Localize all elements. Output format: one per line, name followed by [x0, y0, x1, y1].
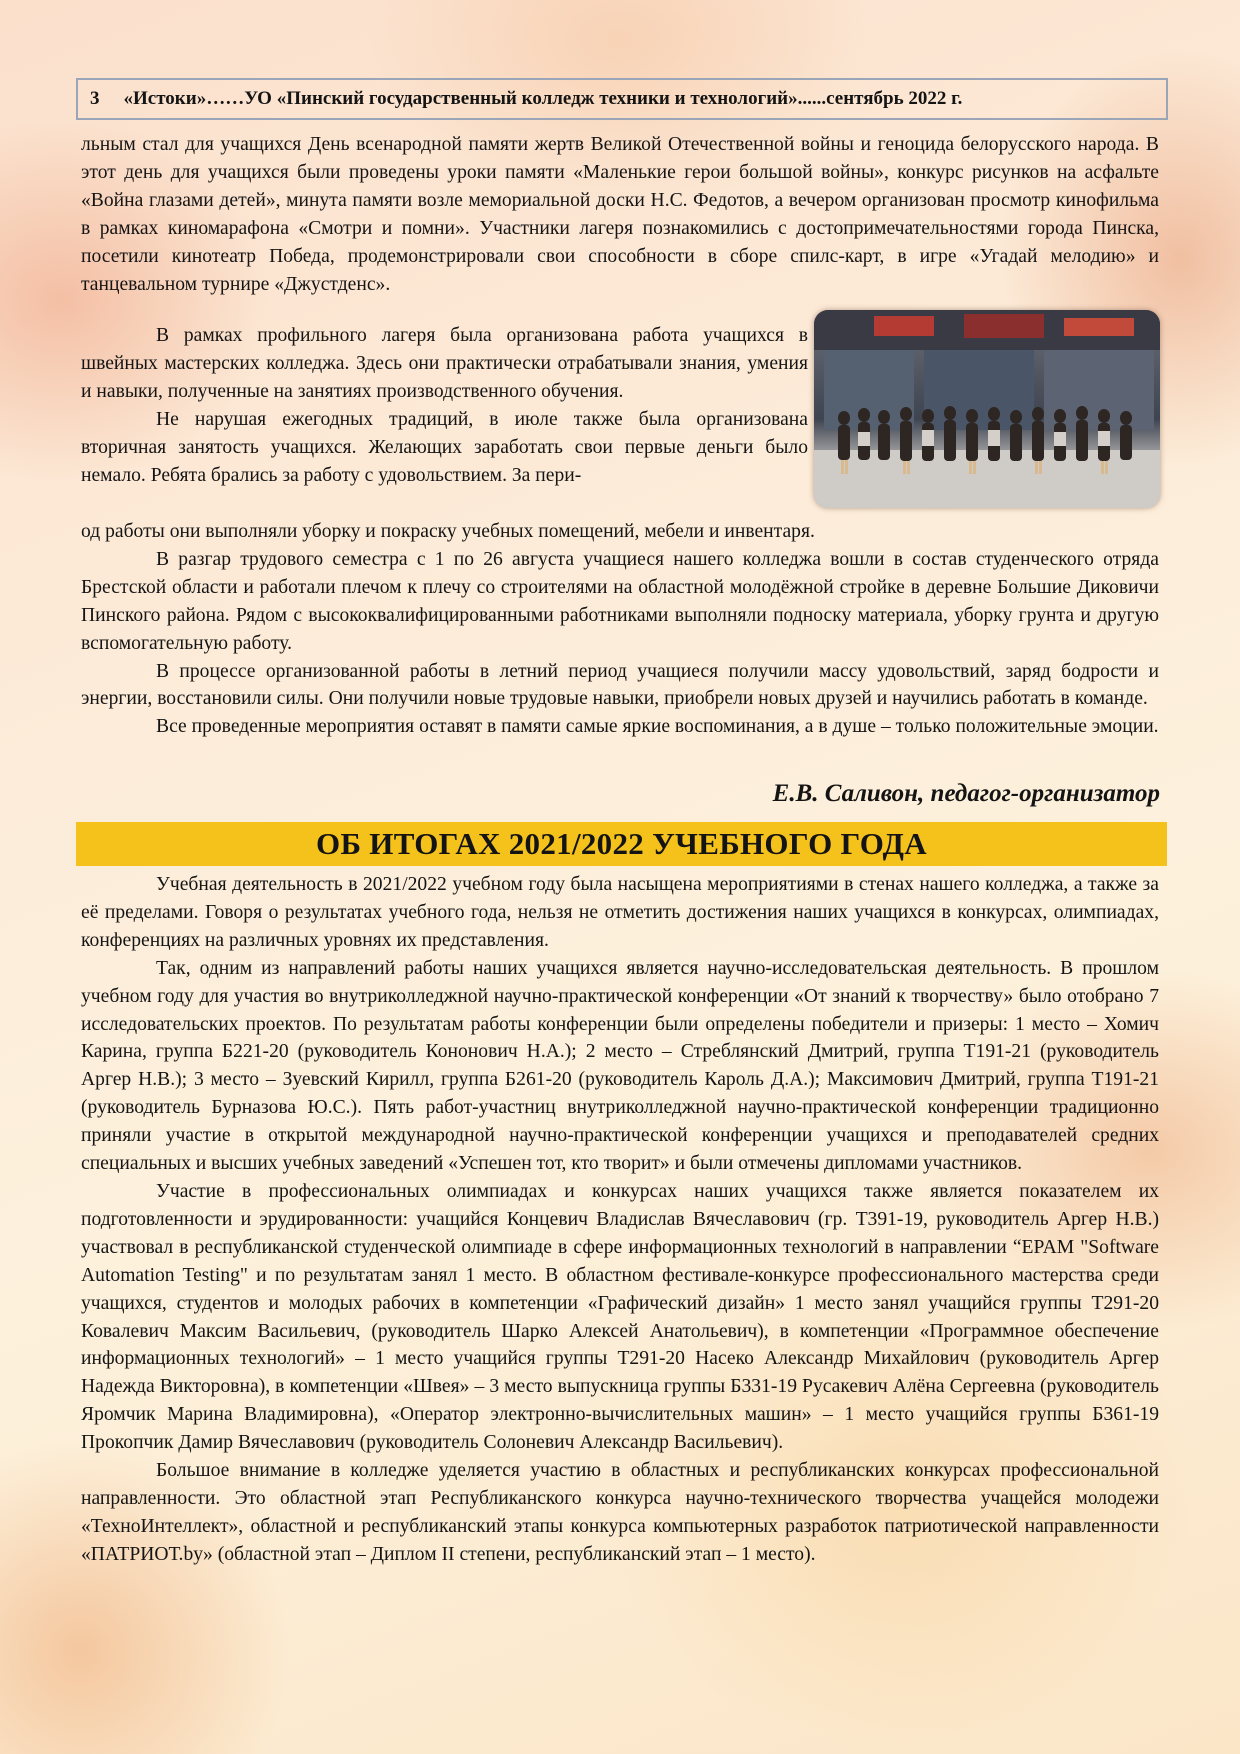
- paragraph: Так, одним из направлений работы наших учащихся является научно-исследовательская деятельность. В прошлом учебном году для участия во внутриколледжной научно-практической конференции «От знаний к творчеству» было отобрано 7 исследовательских проектов. По результатам работы конференции были определены победители и призеры: 1 место – Хомич Карина, группа Б221-20 (руководитель Кононович Н.А.); 2 место – Стреблянский Дмитрий, группа Т191-21 (руководитель Аргер Н.В.); 3 место – Зуевский Кирилл, группа Б261-20 (руководитель Кароль Д.А.); Максимович Дмитрий, группа Т191-21 (руководитель Бурназова Ю.С.). Пять работ-участниц внутриколледжной научно-практической конференции традиционно приняли участие в открытой международной научно-практической конференции учащихся и преподавателей средних специальных и высших учебных заведений «Успешен тот, кто творит» и были отмечены дипломами участников.: [81, 957, 1159, 1175]
- paragraph: В рамках профильного лагеря была организована работа учащихся в швейных мастерских колледжа. Здесь они практически отрабатывали знания, умения и навыки, полученные на занятиях производственного обучения.: [81, 325, 808, 402]
- article1-intro: [81, 131, 1159, 298]
- paragraph: Участие в профессиональных олимпиадах и конкурсах наших учащихся также является показателем их подготовленности и эрудированности: учащийся Концевич Владислав Вячеславович (гр. Т391-19, руководитель Аргер Н.В.) участвовал в республиканской студенческой олимпиаде в сфере информационных технологий в направлении “EPAM "Software Automation Testing" и по результатам занял 1 место. В областном фестивале-конкурсе профессионального мастерства среди учащихся, студентов и молодых рабочих в компетенции «Графический дизайн» 1 место занял учащийся группы Т291-20 Ковалевич Максим Васильевич, (руководитель Шарко Алексей Анатольевич), в компетенции «Программное обеспечение информационных технологий» – 1 место учащийся группы Т291-20 Насеко Александр Михайлович (руководитель Аргер Надежда Викторовна), в компетенции «Швея» – 3 место выпускница группы Б331-19 Русакевич Алёна Сергеевна (руководитель Яромчик Марина Владимировна), «Оператор электронно-вычислительных машин» – 1 место учащийся группы Б361-19 Прокопчик Дамир Вячеславович (руководитель Солоневич Александр Васильевич).: [81, 1180, 1159, 1454]
- group-photo: [814, 310, 1160, 508]
- paragraph: Учебная деятельность в 2021/2022 учебном году была насыщена мероприятиями в стенах нашего колледжа, а также за её пределами. Говоря о результатах учебного года, нельзя не отметить достижения наших учащихся в конкурсах, олимпиадах, конференциях на различных уровнях их представления.: [81, 874, 1159, 951]
- paragraph: Не нарушая ежегодных традиций, в июле также была организована вторичная занятость учащихся. Желающих заработать свои первые деньги было немало. Ребята брались за работу с удовольствием. За пери-: [81, 408, 808, 486]
- author-signature: Е.В. Саливон, педагог-организатор: [772, 780, 1160, 807]
- page-number: 3: [90, 88, 100, 109]
- paragraph: Большое внимание в колледже уделяется участию в областных и республиканских конкурсах профессиональной направленности. Это областной этап Республиканского конкурса научно-технического творчества учащейся молодежи «ТехноИнтеллект», областной и республиканский этапы конкурса компьютерных разработок патриотической направленности «ПАТРИОТ.by» (областной этап – Диплом II степени, республиканский этап – 1 место).: [81, 1460, 1159, 1565]
- paragraph: Все проведенные мероприятия оставят в памяти самые яркие воспоминания, а в душе – только положительные эмоции.: [156, 716, 1159, 738]
- article1-body: [81, 518, 1159, 741]
- article1-beside-photo: [81, 322, 808, 489]
- page-header: [76, 78, 1168, 120]
- article2-body: [81, 871, 1159, 1569]
- paragraph: од работы они выполняли уборку и покраску учебных помещений, мебели и инвентаря.: [81, 521, 815, 542]
- paragraph: В процессе организованной работы в летний период учащиеся получили массу удовольствий, заряд бодрости и энергии, восстановили силы. Они получили новые трудовые навыки, приобрели новых друзей и научились работать в команде.: [81, 660, 1159, 710]
- section-title: ОБ ИТОГАХ 2021/2022 УЧЕБНОГО ГОДА: [76, 822, 1167, 866]
- paragraph: В разгар трудового семестра с 1 по 26 августа учащиеся нашего колледжа вошли в состав студенческого отряда Брестской области и работали плечом к плечу со строителями на областной молодёжной стройке в деревне Большие Диковичи Пинского района. Рядом с высококвалифицированными работниками выполняли подноску материала, уборку грунта и другую вспомогательную работу.: [81, 548, 1159, 654]
- paragraph: льным стал для учащихся День всенародной памяти жертв Великой Отечественной войны и геноцида белорусского народа. В этот день для учащихся были проведены уроки памяти «Маленькие герои большой войны», конкурс рисунков на асфальте «Война глазами детей», минута памяти возле мемориальной доски Н.С. Федотов, а вечером организован просмотр кинофильма в рамках киномарафона «Смотри и помни». Участники лагеря познакомились с достопримечательностями города Пинска, посетили кинотеатр Победа, продемонстрировали свои способности в сборе спилс-карт, в игре «Угадай мелодию» и танцевальном турнире «Джустденс».: [81, 134, 1159, 295]
- header-text: «Истоки»……УО «Пинский государственный колледж техники и технологий»......сентябрь 2022 г.: [123, 88, 963, 109]
